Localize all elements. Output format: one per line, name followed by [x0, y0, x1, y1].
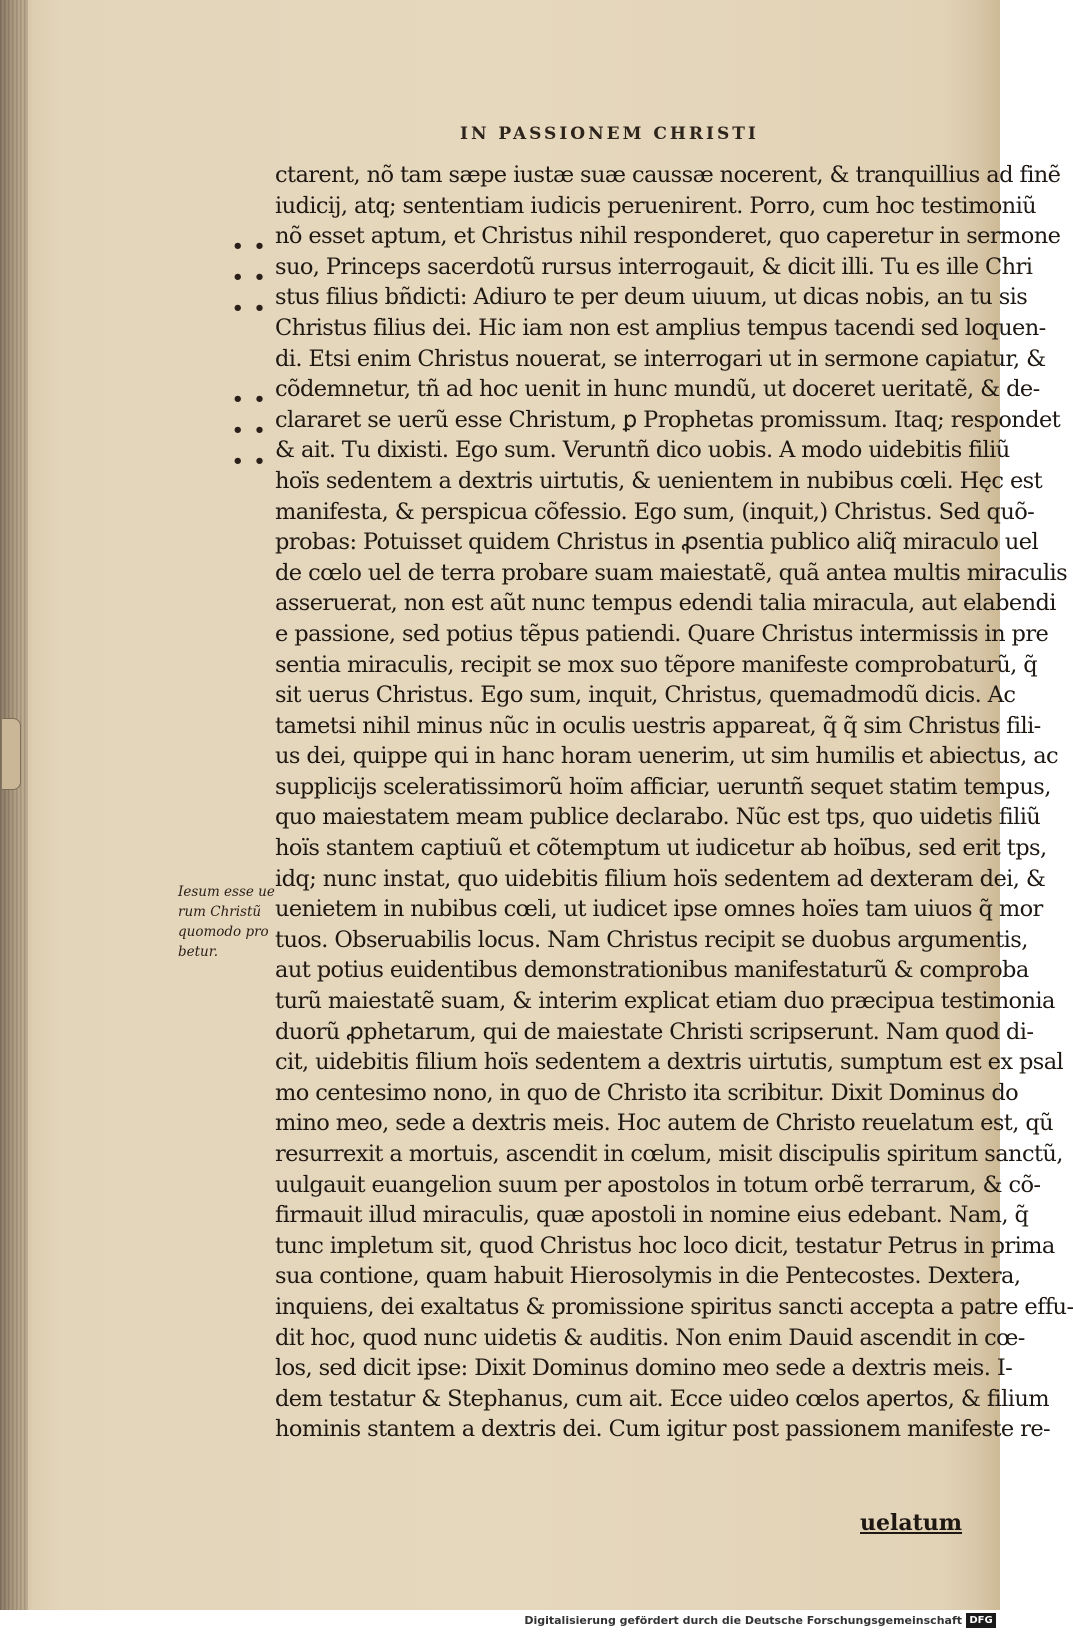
text-line: & ait. Tu dixisti. Ego sum. Veruntñ dico uobis. A modo uidebitis filiũ — [275, 437, 1010, 464]
text-line: Christus filius dei. Hic iam non est amplius tempus tacendi sed loquen- — [275, 314, 1046, 341]
text-line: stus filius bñdicti: Adiuro te per deum uiuum, ut dicas nobis, an tu sis — [275, 284, 1028, 311]
running-head: IN PASSIONEM CHRISTI — [460, 124, 759, 144]
text-line: los, sed dicit ipse: Dixit Dominus domino meo sede a dextris meis. I- — [275, 1355, 1013, 1382]
text-line: mo centesimo nono, in quo de Christo ita scribitur. Dixit Dominus do — [275, 1079, 1019, 1106]
text-line: iudicij, atq; sententiam iudicis peruenirent. Porro, cum hoc testimoniũ — [275, 192, 1037, 219]
marginal-note — [178, 882, 275, 962]
dfg-logo: DFG — [966, 1613, 996, 1628]
text-line: inquiens, dei exaltatus & promissione spiritus sancti accepta a patre effu- — [275, 1293, 1073, 1320]
marginal-note-line: betur. — [178, 944, 219, 960]
text-line: sua contione, quam habuit Hierosolymis in die Pentecostes. Dextera, — [275, 1263, 1021, 1290]
quote-mark: • • — [232, 267, 268, 288]
text-line: clararet se uerũ esse Christum, ꝑ Prophetas promissum. Itaq; respondet — [275, 406, 1061, 433]
book-fore-edge — [0, 0, 28, 1610]
text-line: duorũ ꝓphetarum, qui de maiestate Christi scripserunt. Nam quod di- — [275, 1018, 1034, 1045]
quote-mark: • • — [232, 451, 268, 472]
text-line: hominis stantem a dextris dei. Cum igitur post passionem manifeste re- — [275, 1416, 1051, 1443]
text-line: dit hoc, quod nunc uidetis & auditis. Non enim Dauid ascendit in cœ- — [275, 1324, 1025, 1351]
text-line: nõ esset aptum, et Christus nihil responderet, quo caperetur in sermone — [275, 223, 1061, 250]
quote-mark: • • — [232, 298, 268, 319]
text-line: turũ maiestatẽ suam, & interim explicat etiam duo præcipua testimonia — [275, 988, 1055, 1015]
text-line: manifesta, & perspicua cõfessio. Ego sum, (inquit,) Christus. Sed quõ- — [275, 498, 1035, 525]
text-line: idq; nunc instat, quo uidebitis filium hoïs sedentem ad dexteram dei, & — [275, 865, 1046, 892]
text-line: firmauit illud miraculis, quæ apostoli in nomine eius edebant. Nam, q̃ — [275, 1202, 1029, 1229]
text-line: hoïs sedentem a dextris uirtutis, & uenientem in nubibus cœli. Hęc est — [275, 467, 1043, 494]
quote-mark: • • — [232, 389, 268, 410]
text-line: sit uerus Christus. Ego sum, inquit, Christus, quemadmodũ dicis. Ac — [275, 682, 1016, 709]
text-line: uenietem in nubibus cœli, ut iudicet ipse omnes hoïes tam uiuos q̃ mor — [275, 896, 1043, 923]
catchword: uelatum — [860, 1510, 963, 1536]
quote-mark: • • — [232, 236, 268, 257]
text-line: dem testatur & Stephanus, cum ait. Ecce uideo cœlos apertos, & filium — [275, 1385, 1049, 1412]
quote-mark: • • — [232, 420, 268, 441]
text-line: mino meo, sede a dextris meis. Hoc autem de Christo reuelatum est, qũ — [275, 1110, 1054, 1137]
text-line: e passione, sed potius tẽpus patiendi. Quare Christus intermissis in pre — [275, 620, 1049, 647]
text-line: de cœlo uel de terra probare suam maiestatẽ, quã antea multis miraculis — [275, 559, 1068, 586]
text-line: cit, uidebitis filium hoïs sedentem a dextris uirtutis, sumptum est ex psal — [275, 1049, 1064, 1076]
text-line: aut potius euidentibus demonstrationibus manifestaturũ & comproba — [275, 957, 1029, 984]
text-line: hoïs stantem captiuũ et cõtemptum ut iudicetur ab hoïbus, sed erit tps, — [275, 835, 1047, 862]
marginal-note-line: Iesum esse ue — [178, 884, 275, 900]
marginal-note-line: rum Christũ — [178, 904, 262, 920]
text-line: supplicijs sceleratissimorũ hoïm afficiar, ueruntñ sequet statim tempus, — [275, 773, 1051, 800]
marginal-note-line: quomodo pro — [178, 924, 269, 940]
text-line: quo maiestatem meam publice declarabo. Nũc est tps, quo uidetis filiũ — [275, 804, 1041, 831]
body-text-block — [275, 160, 1073, 1505]
text-line: uulgauit euangelion suum per apostolos in totum orbẽ terrarum, & cõ- — [275, 1171, 1041, 1198]
text-line: tunc impletum sit, quod Christus hoc loco dicit, testatur Petrus in prima — [275, 1232, 1055, 1259]
text-line: ctarent, nõ tam sæpe iustæ suæ caussæ nocerent, & tranquillius ad finẽ — [275, 162, 1061, 188]
text-line: suo, Princeps sacerdotũ rursus interrogauit, & dicit illi. Tu es ille Chri — [275, 253, 1033, 280]
text-line: tametsi nihil minus nũc in oculis uestris appareat, q̃ q̃ sim Christus fili- — [275, 712, 1041, 739]
text-line: sentia miraculis, recipit se mox suo tẽpore manifeste comprobaturũ, q̃ — [275, 651, 1038, 678]
text-line: probas: Potuisset quidem Christus in ꝓsentia publico aliq̃ miraculo uel — [275, 529, 1039, 556]
text-line: di. Etsi enim Christus nouerat, se interrogari ut in sermone capiatur, & — [275, 345, 1046, 372]
text-line: resurrexit a mortuis, ascendit in cœlum, misit discipulis spiritum sanctũ, — [275, 1141, 1063, 1167]
text-line: cõdemnetur, tñ ad hoc uenit in hunc mundũ, ut doceret ueritatẽ, & de- — [275, 376, 1040, 403]
text-line: tuos. Obseruabilis locus. Nam Christus recipit se duobus argumentis, — [275, 926, 1028, 953]
page-tab-marker — [2, 718, 21, 790]
digitization-credit: Digitalisierung gefördert durch die Deutsche Forschungsgemeinschaft — [524, 1614, 962, 1627]
text-line: us dei, quippe qui in hanc horam uenerim, ut sim humilis et abiectus, ac — [275, 743, 1059, 770]
text-line: asseruerat, non est aũt nunc tempus edendi talia miracula, aut elabendi — [275, 590, 1056, 617]
quotation-marks-column — [232, 160, 272, 480]
